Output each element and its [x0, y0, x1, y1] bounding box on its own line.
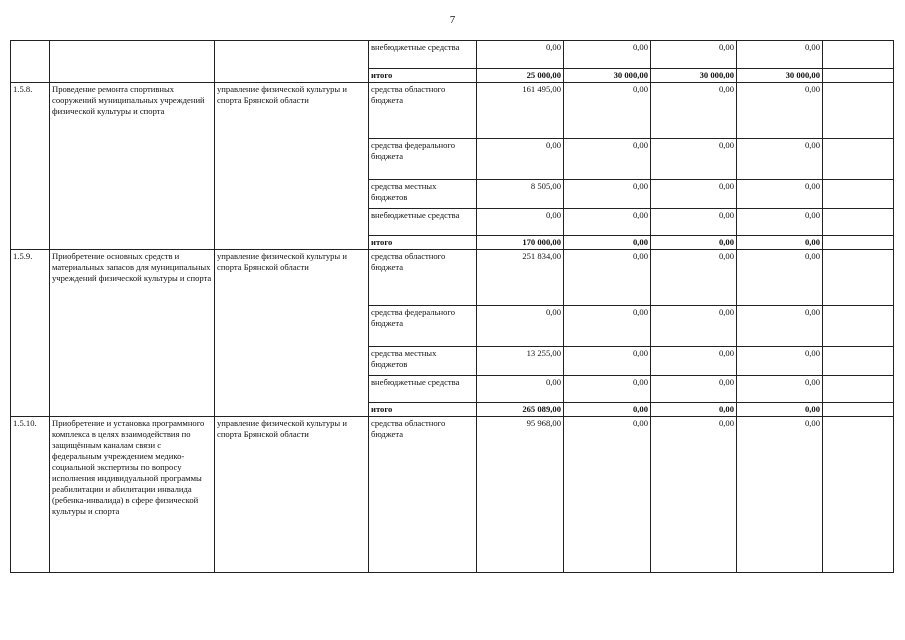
table-row	[11, 83, 894, 139]
amount-cell: 30 000,00	[737, 69, 823, 83]
funding-source-cell: средства федерального бюджета	[369, 139, 477, 180]
amount-cell: 0,00	[477, 306, 564, 347]
name-cell	[50, 41, 215, 83]
responsible-org-cell: управление физической культуры и спорта Брянской области	[215, 250, 369, 417]
amount-cell: 0,00	[651, 139, 737, 180]
empty-cell	[823, 403, 894, 417]
amount-cell: 25 000,00	[477, 69, 564, 83]
amount-cell: 0,00	[737, 209, 823, 236]
amount-cell: 0,00	[737, 250, 823, 306]
table-body	[11, 41, 894, 573]
item-name-cell: Приобретение и установка программного комплекса в целях взаимодействия по защищённым каналам связи с федеральным учреждением медико-социальной экспертизы по вопросу исполнения индивидуальной программы реабилитации и абилитации инвалида (ребенка-инвалида) в сфере физической культуры и спорта	[50, 417, 215, 573]
amount-cell: 161 495,00	[477, 83, 564, 139]
amount-cell: 0,00	[564, 209, 651, 236]
amount-cell: 0,00	[737, 41, 823, 69]
table-row	[11, 250, 894, 306]
amount-cell: 170 000,00	[477, 236, 564, 250]
empty-cell	[823, 83, 894, 139]
amount-cell: 0,00	[737, 403, 823, 417]
amount-cell: 13 255,00	[477, 347, 564, 376]
empty-cell	[823, 417, 894, 573]
amount-cell: 0,00	[564, 306, 651, 347]
amount-cell: 8 505,00	[477, 180, 564, 209]
number-cell	[11, 41, 50, 83]
amount-cell: 0,00	[737, 417, 823, 573]
amount-cell: 30 000,00	[564, 69, 651, 83]
amount-cell: 0,00	[564, 83, 651, 139]
funding-source-cell: внебюджетные средства	[369, 209, 477, 236]
amount-cell: 0,00	[651, 417, 737, 573]
funding-source-cell: внебюджетные средства	[369, 41, 477, 69]
table-row	[11, 417, 894, 573]
amount-cell: 0,00	[737, 139, 823, 180]
item-name-cell: Проведение ремонта спортивных сооружений муниципальных учреждений физической культуры и спорта	[50, 83, 215, 250]
amount-cell: 0,00	[564, 347, 651, 376]
amount-cell: 0,00	[564, 376, 651, 403]
amount-cell: 0,00	[651, 250, 737, 306]
empty-cell	[823, 236, 894, 250]
funding-source-cell: итого	[369, 403, 477, 417]
budget-table	[10, 40, 894, 573]
item-number-cell: 1.5.10.	[11, 417, 50, 573]
amount-cell: 0,00	[737, 180, 823, 209]
amount-cell: 0,00	[737, 376, 823, 403]
empty-cell	[823, 250, 894, 306]
amount-cell: 0,00	[477, 139, 564, 180]
item-number-cell: 1.5.8.	[11, 83, 50, 250]
amount-cell: 0,00	[651, 403, 737, 417]
amount-cell: 0,00	[564, 180, 651, 209]
amount-cell: 95 968,00	[477, 417, 564, 573]
funding-source-cell: итого	[369, 236, 477, 250]
empty-cell	[823, 209, 894, 236]
amount-cell: 265 089,00	[477, 403, 564, 417]
amount-cell: 0,00	[651, 376, 737, 403]
amount-cell: 0,00	[651, 236, 737, 250]
amount-cell: 0,00	[737, 83, 823, 139]
item-number-cell: 1.5.9.	[11, 250, 50, 417]
amount-cell: 0,00	[477, 376, 564, 403]
empty-cell	[823, 139, 894, 180]
amount-cell: 0,00	[564, 403, 651, 417]
amount-cell: 0,00	[651, 83, 737, 139]
amount-cell: 0,00	[564, 41, 651, 69]
amount-cell: 0,00	[737, 347, 823, 376]
funding-source-cell: средства федерального бюджета	[369, 306, 477, 347]
amount-cell: 0,00	[737, 236, 823, 250]
amount-cell: 0,00	[477, 41, 564, 69]
table-row	[11, 41, 894, 69]
amount-cell: 0,00	[651, 347, 737, 376]
amount-cell: 30 000,00	[651, 69, 737, 83]
funding-source-cell: итого	[369, 69, 477, 83]
empty-cell	[823, 347, 894, 376]
amount-cell: 0,00	[564, 139, 651, 180]
amount-cell: 0,00	[564, 250, 651, 306]
item-name-cell: Приобретение основных средств и материальных запасов для муниципальных учреждений физической культуры и спорта	[50, 250, 215, 417]
org-cell	[215, 41, 369, 83]
amount-cell: 0,00	[651, 180, 737, 209]
amount-cell: 0,00	[477, 209, 564, 236]
amount-cell: 0,00	[651, 209, 737, 236]
amount-cell: 0,00	[564, 417, 651, 573]
funding-source-cell: средства местных бюджетов	[369, 180, 477, 209]
amount-cell: 0,00	[651, 306, 737, 347]
page-number: 7	[449, 14, 456, 26]
funding-source-cell: средства областного бюджета	[369, 417, 477, 573]
funding-source-cell: средства местных бюджетов	[369, 347, 477, 376]
amount-cell: 251 834,00	[477, 250, 564, 306]
empty-cell	[823, 41, 894, 69]
funding-source-cell: внебюджетные средства	[369, 376, 477, 403]
responsible-org-cell: управление физической культуры и спорта Брянской области	[215, 83, 369, 250]
responsible-org-cell: управление физической культуры и спорта Брянской области	[215, 417, 369, 573]
empty-cell	[823, 69, 894, 83]
empty-cell	[823, 180, 894, 209]
amount-cell: 0,00	[651, 41, 737, 69]
funding-source-cell: средства областного бюджета	[369, 250, 477, 306]
empty-cell	[823, 306, 894, 347]
funding-source-cell: средства областного бюджета	[369, 83, 477, 139]
amount-cell: 0,00	[564, 236, 651, 250]
empty-cell	[823, 376, 894, 403]
amount-cell: 0,00	[737, 306, 823, 347]
